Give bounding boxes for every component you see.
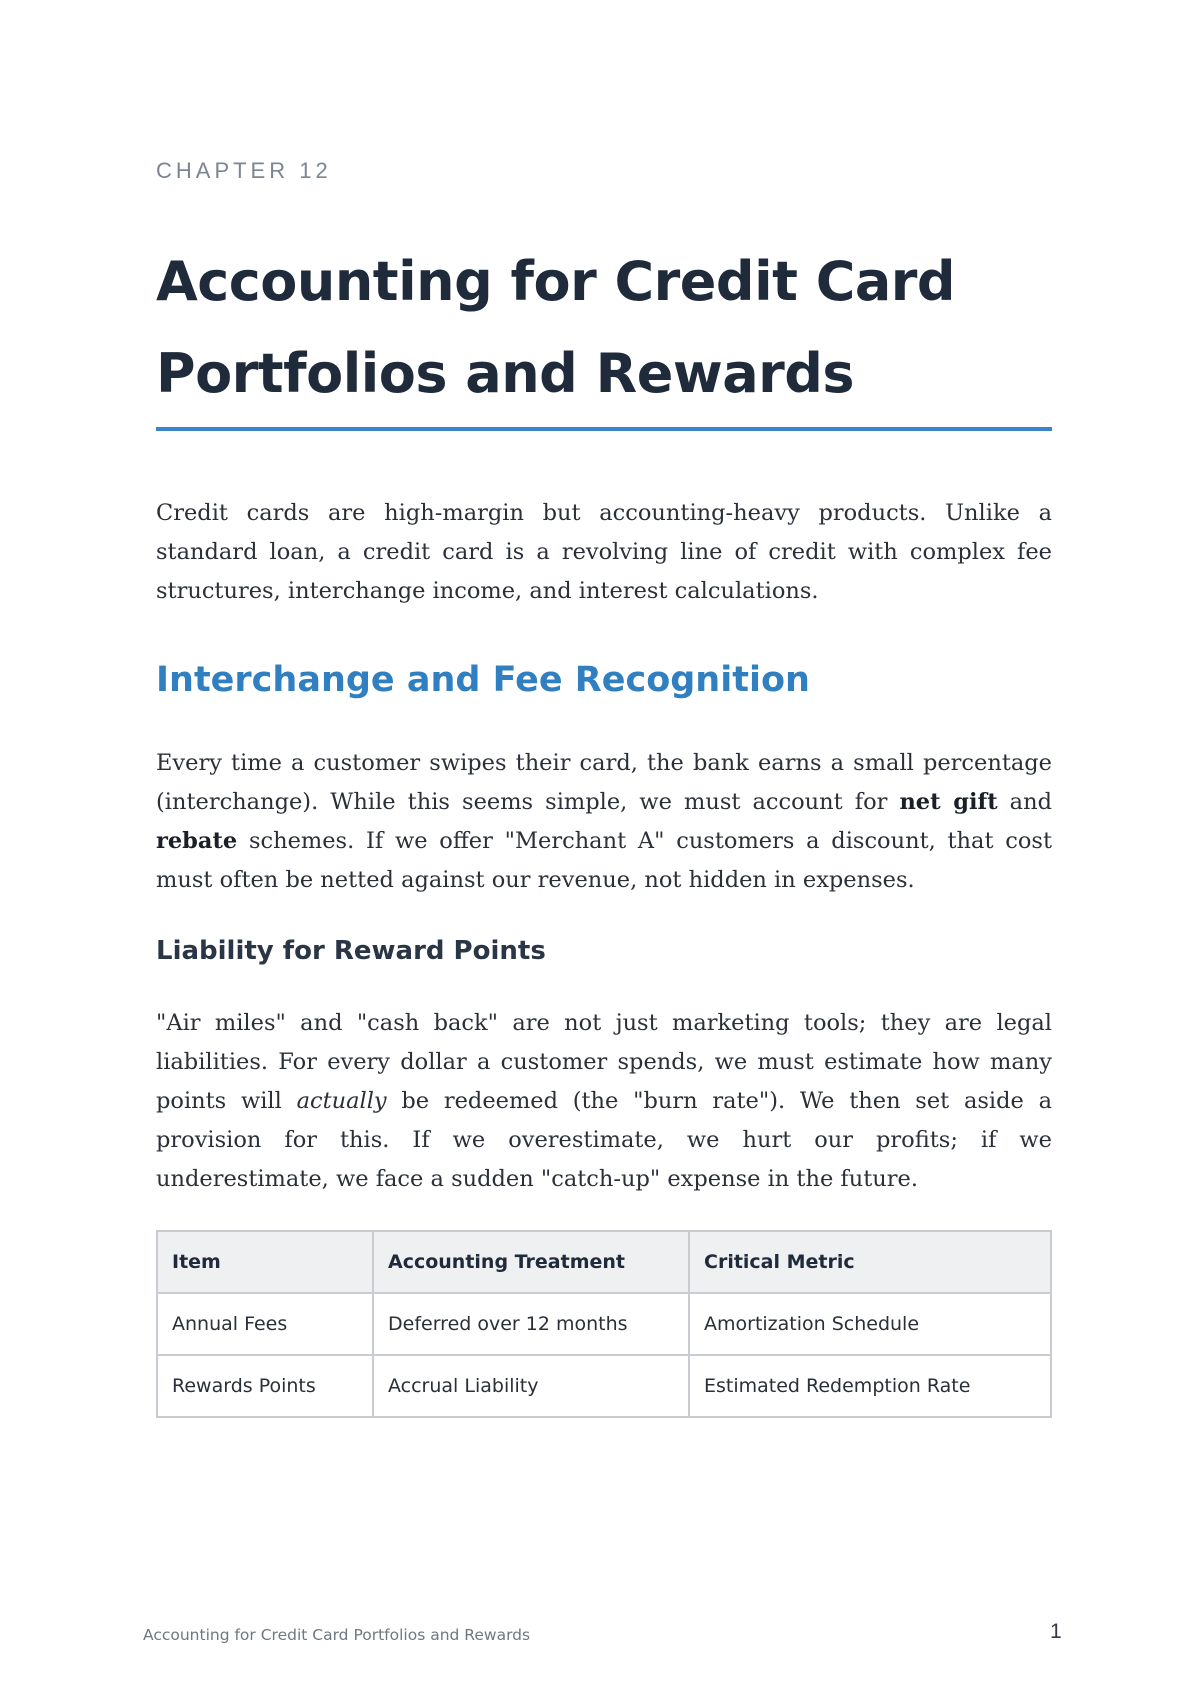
header-critical-metric: Critical Metric	[689, 1231, 1051, 1293]
bold-rebate: rebate	[156, 828, 238, 854]
accounting-treatment-table	[156, 1230, 1052, 1418]
table-cell: Rewards Points	[157, 1355, 373, 1417]
reward-liability-paragraph	[156, 1004, 1052, 1199]
table-row	[157, 1355, 1051, 1417]
chapter-label: CHAPTER 12	[156, 158, 332, 183]
title-divider	[156, 427, 1052, 431]
reward-text-2: be redeemed (the "burn rate"). We then set aside a provision for this. If we overestimate, we hurt our profits; if we underestimate, we face a sudden "catch-up" expense in the future.	[156, 1088, 1052, 1192]
table-cell: Amortization Schedule	[689, 1293, 1051, 1355]
chapter-title: Accounting for Credit Card Portfolios and Rewards	[156, 250, 956, 405]
header-accounting-treatment: Accounting Treatment	[373, 1231, 689, 1293]
interchange-text-1: Every time a customer swipes their card, the bank earns a small percentage (interchange). While this seems simple, we must account for	[156, 750, 1052, 815]
table-cell: Annual Fees	[157, 1293, 373, 1355]
interchange-text-3: schemes. If we offer "Merchant A" customers a discount, that cost must often be netted against our revenue, not hidden in expenses.	[156, 828, 1052, 893]
italic-actually: actually	[296, 1088, 387, 1114]
bold-net-gift: net gift	[899, 789, 998, 815]
section-heading-reward-liability: Liability for Reward Points	[156, 936, 546, 966]
header-item: Item	[157, 1231, 373, 1293]
interchange-text-2: and	[997, 789, 1052, 815]
interchange-paragraph	[156, 744, 1052, 900]
section-heading-interchange: Interchange and Fee Recognition	[156, 660, 810, 700]
intro-paragraph: Credit cards are high-margin but accounting-heavy products. Unlike a standard loan, a credit card is a revolving line of credit with complex fee structures, interchange income, and interest calculations.	[156, 500, 1052, 604]
table-row	[157, 1293, 1051, 1355]
table-cell: Estimated Redemption Rate	[689, 1355, 1051, 1417]
page-number: 1	[1050, 1620, 1062, 1643]
table-cell: Accrual Liability	[373, 1355, 689, 1417]
table-header-row	[157, 1231, 1051, 1293]
reward-text-1: "Air miles" and "cash back" are not just marketing tools; they are legal liabilities. For every dollar a customer spends, we must estimate how many points will	[156, 1010, 1052, 1114]
footer-title: Accounting for Credit Card Portfolios and Rewards	[143, 1626, 531, 1644]
table-cell: Deferred over 12 months	[373, 1293, 689, 1355]
